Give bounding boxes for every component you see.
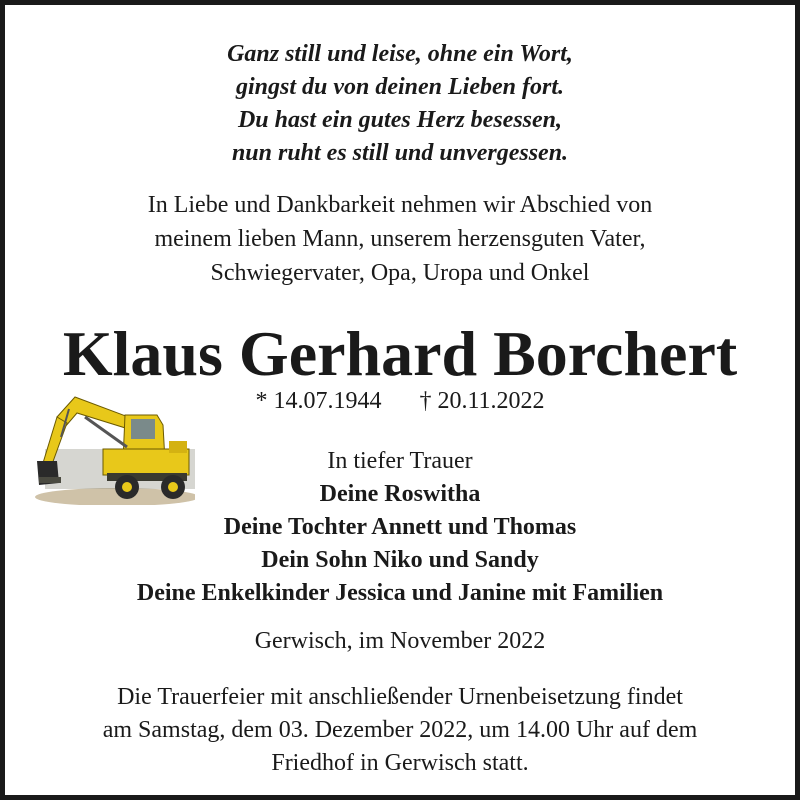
poem-line: gingst du von deinen Lieben fort. — [235, 74, 565, 100]
funeral-line: Die Trauerfeier mit anschließender Urnenbeisetzung findet — [117, 684, 683, 710]
poem-line: Ganz still und leise, ohne ein Wort, — [227, 41, 573, 67]
mourner-name: Dein Sohn Niko und Sandy — [261, 547, 539, 573]
mourner-name: Deine Roswitha — [319, 481, 481, 507]
deceased-name: Klaus Gerhard Borchert — [62, 318, 738, 389]
birth-date: * 14.07.1944 — [255, 388, 382, 414]
poem-line: nun ruht es still und unvergessen. — [231, 140, 569, 166]
intro-line: meinem lieben Mann, unserem herzensguten Vater, — [154, 226, 646, 252]
intro-line: In Liebe und Dankbarkeit nehmen wir Abschied von — [147, 192, 653, 218]
funeral-details — [5, 681, 795, 780]
mourner-name: Deine Tochter Annett und Thomas — [223, 514, 577, 540]
memorial-poem — [5, 38, 795, 170]
mourners-block — [5, 445, 795, 610]
intro-line: Schwiegervater, Opa, Uropa und Onkel — [210, 260, 590, 286]
place-and-date: Gerwisch, im November 2022 — [254, 628, 546, 654]
poem-line: Du hast ein gutes Herz besessen, — [237, 107, 563, 133]
mourners-lead: In tiefer Trauer — [327, 448, 473, 474]
funeral-line: am Samstag, dem 03. Dezember 2022, um 14.00 Uhr auf dem — [102, 717, 698, 743]
farewell-intro — [5, 188, 795, 290]
death-date: † 20.11.2022 — [419, 388, 545, 414]
mourner-name: Deine Enkelkinder Jessica und Janine mit Familien — [136, 580, 664, 606]
funeral-line: Friedhof in Gerwisch statt. — [271, 750, 529, 776]
